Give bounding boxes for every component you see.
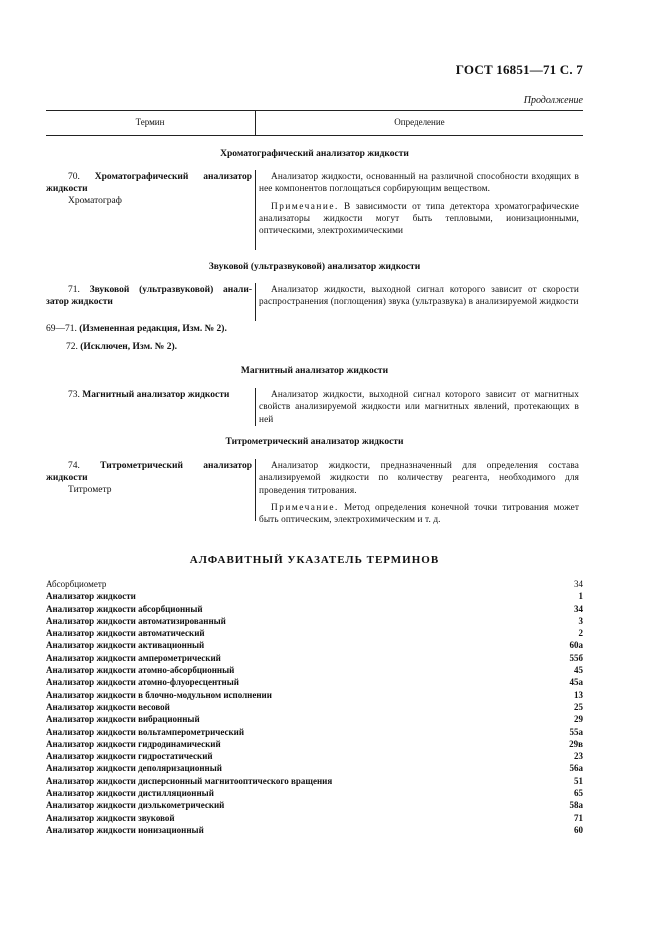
index-reference: 34 — [574, 603, 583, 614]
term-synonym: Хроматограф — [68, 196, 122, 206]
definition-text: Анализатор жидкости, предназначенный для определения состава анализируемой жидкости по количеству реагента, необходимого для проведения титрования. — [259, 461, 579, 496]
index-term: Анализатор жидкости диэлькометрический — [46, 800, 225, 811]
index-reference: 45а — [569, 677, 583, 688]
index-term: Анализатор жидкости вибрационный — [46, 714, 200, 725]
index-reference: 65 — [574, 788, 583, 799]
index-term: Анализатор жидкости гидростатический — [46, 751, 213, 762]
amendment-note — [66, 342, 177, 352]
term-divider — [255, 170, 256, 250]
term-entry — [46, 284, 252, 308]
index-entry — [46, 639, 583, 651]
term-number: 71. — [68, 285, 80, 295]
index-term: Анализатор жидкости гидродинамический — [46, 738, 221, 749]
definition-text: Анализатор жидкости, основанный на различной способности входящих в нее компонентов поглощаться сорбирующим веществом. — [259, 172, 579, 195]
index-reference: 13 — [574, 689, 583, 700]
definition-text: Анализатор жидкости, выходной сигнал которого зависит от магнитных свойств анализируемой жидкости или магнитных явлений, протекающих в ней — [259, 390, 579, 425]
index-term: Анализатор жидкости атомно-флуоресцентный — [46, 677, 239, 688]
index-reference: 60а — [569, 640, 583, 651]
index-entry — [46, 689, 583, 701]
term-entry — [46, 171, 252, 207]
note-label: Примечание. — [271, 201, 339, 212]
index-reference: 25 — [574, 701, 583, 712]
index-entry — [46, 787, 583, 799]
index-term: Анализатор жидкости ионизационный — [46, 824, 204, 835]
term-number: 70. — [68, 172, 80, 182]
index-term: Анализатор жидкости деполяризационный — [46, 763, 222, 774]
note-text: В зависимости от типа детектора хроматографические анализаторы жидкости могут быть тепловыми, ионизационными, оптическими, электрохимическими — [259, 201, 579, 237]
amendment-text: (Измененная редакция, Изм. № 2). — [79, 324, 227, 334]
section-heading: Магнитный анализатор жидкости — [240, 366, 389, 376]
table-header-divider — [255, 110, 256, 135]
index-term: Анализатор жидкости абсорбционный — [46, 603, 203, 614]
index-reference: 58а — [569, 800, 583, 811]
definition-block — [259, 284, 579, 309]
term-divider — [255, 388, 256, 426]
note-paragraph — [259, 201, 579, 238]
index-reference: 56а — [569, 763, 583, 774]
section-heading: Звуковой (ультразвуковой) анализатор жидкости — [208, 262, 421, 272]
index-entry — [46, 824, 583, 836]
column-header-term: Термин — [135, 117, 165, 127]
definition-block — [259, 171, 579, 237]
index-entry — [46, 713, 583, 725]
term-divider — [255, 283, 256, 321]
index-reference: 2 — [578, 628, 583, 639]
amendment-note — [46, 324, 227, 334]
index-term: Анализатор жидкости активационный — [46, 640, 205, 651]
index-term: Анализатор жидкости амперометрический — [46, 652, 221, 663]
section-heading: Хроматографический анализатор жидкости — [220, 149, 409, 159]
term-name: Звуковой (ультразвуковой) анали- — [89, 285, 252, 295]
index-term: Абсорбциометр — [46, 579, 107, 589]
section-heading: Титрометрический анализатор жидкости — [225, 437, 404, 447]
index-entry — [46, 762, 583, 774]
index-reference: 71 — [574, 812, 583, 823]
index-reference: 29в — [569, 738, 583, 749]
index-reference: 34 — [574, 579, 583, 589]
term-name: Магнитный анализатор жидкости — [82, 390, 230, 400]
index-entry — [46, 812, 583, 824]
amendment-number: 72. — [66, 342, 78, 352]
index-reference: 60 — [574, 824, 583, 835]
index-reference: 29 — [574, 714, 583, 725]
definition-text: Анализатор жидкости, выходной сигнал которого зависит от скорости распространения (поглощения) звука (ультразвука) в анализируемой жидкости — [259, 285, 579, 308]
index-reference: 3 — [578, 615, 583, 626]
index-entry — [46, 775, 583, 787]
index-entry — [46, 750, 583, 762]
index-reference: 1 — [578, 591, 583, 602]
term-entry — [46, 389, 252, 401]
definition-block — [259, 460, 579, 526]
index-term: Анализатор жидкости дисперсионный магнитооптического вращения — [46, 775, 333, 786]
amendment-text: (Исключен, Изм. № 2). — [80, 342, 178, 352]
index-list — [46, 578, 583, 836]
index-entry — [46, 590, 583, 602]
term-name-continued: затор жидкости — [46, 297, 113, 307]
index-reference: 55а — [569, 726, 583, 737]
index-term: Анализатор жидкости атомно-абсорбционный — [46, 665, 235, 676]
term-name-continued: жидкости — [46, 184, 88, 194]
term-name-continued: жидкости — [46, 473, 88, 483]
index-entry — [46, 615, 583, 627]
index-term: Анализатор жидкости звуковой — [46, 812, 175, 823]
index-entry — [46, 738, 583, 750]
document-reference: ГОСТ 16851—71 С. 7 — [455, 62, 583, 77]
amendment-number: 69—71. — [46, 324, 77, 334]
term-divider — [255, 459, 256, 521]
term-name: Хроматографический анализатор — [94, 172, 252, 182]
index-term: Анализатор жидкости весовой — [46, 701, 170, 712]
index-reference: 45 — [574, 665, 583, 676]
index-entry — [46, 701, 583, 713]
note-text: Метод определения конечной точки титрования может быть оптическим, электрохимическим и т. д. — [259, 502, 579, 526]
continuation-label: Продолжение — [523, 95, 583, 106]
index-term: Анализатор жидкости автоматизированный — [46, 615, 226, 626]
index-term: Анализатор жидкости — [46, 591, 136, 602]
index-entry — [46, 627, 583, 639]
term-name: Титрометрический анализатор — [100, 461, 252, 471]
index-term: Анализатор жидкости в блочно-модульном исполнении — [46, 689, 272, 700]
index-entry — [46, 664, 583, 676]
index-entry — [46, 603, 583, 615]
index-reference: 55б — [569, 652, 583, 663]
column-header-definition: Определение — [394, 117, 445, 127]
term-entry — [46, 460, 252, 496]
index-entry — [46, 799, 583, 811]
index-term: Анализатор жидкости дистилляционный — [46, 788, 214, 799]
definition-block — [259, 389, 579, 426]
term-synonym: Титрометр — [68, 485, 112, 495]
term-number: 73. — [68, 390, 80, 400]
index-entry — [46, 578, 583, 590]
term-number: 74. — [68, 461, 80, 471]
table-header-rule — [46, 135, 583, 136]
note-paragraph — [259, 502, 579, 527]
index-term: Анализатор жидкости автоматический — [46, 628, 205, 639]
index-reference: 23 — [574, 751, 583, 762]
index-reference: 51 — [574, 775, 583, 786]
index-term: Анализатор жидкости вольтамперометрический — [46, 726, 245, 737]
index-entry — [46, 652, 583, 664]
index-entry — [46, 726, 583, 738]
index-entry — [46, 676, 583, 688]
index-title: АЛФАВИТНЫЙ УКАЗАТЕЛЬ ТЕРМИНОВ — [189, 554, 440, 566]
table-top-rule — [46, 110, 583, 111]
note-label: Примечание. — [271, 502, 339, 513]
